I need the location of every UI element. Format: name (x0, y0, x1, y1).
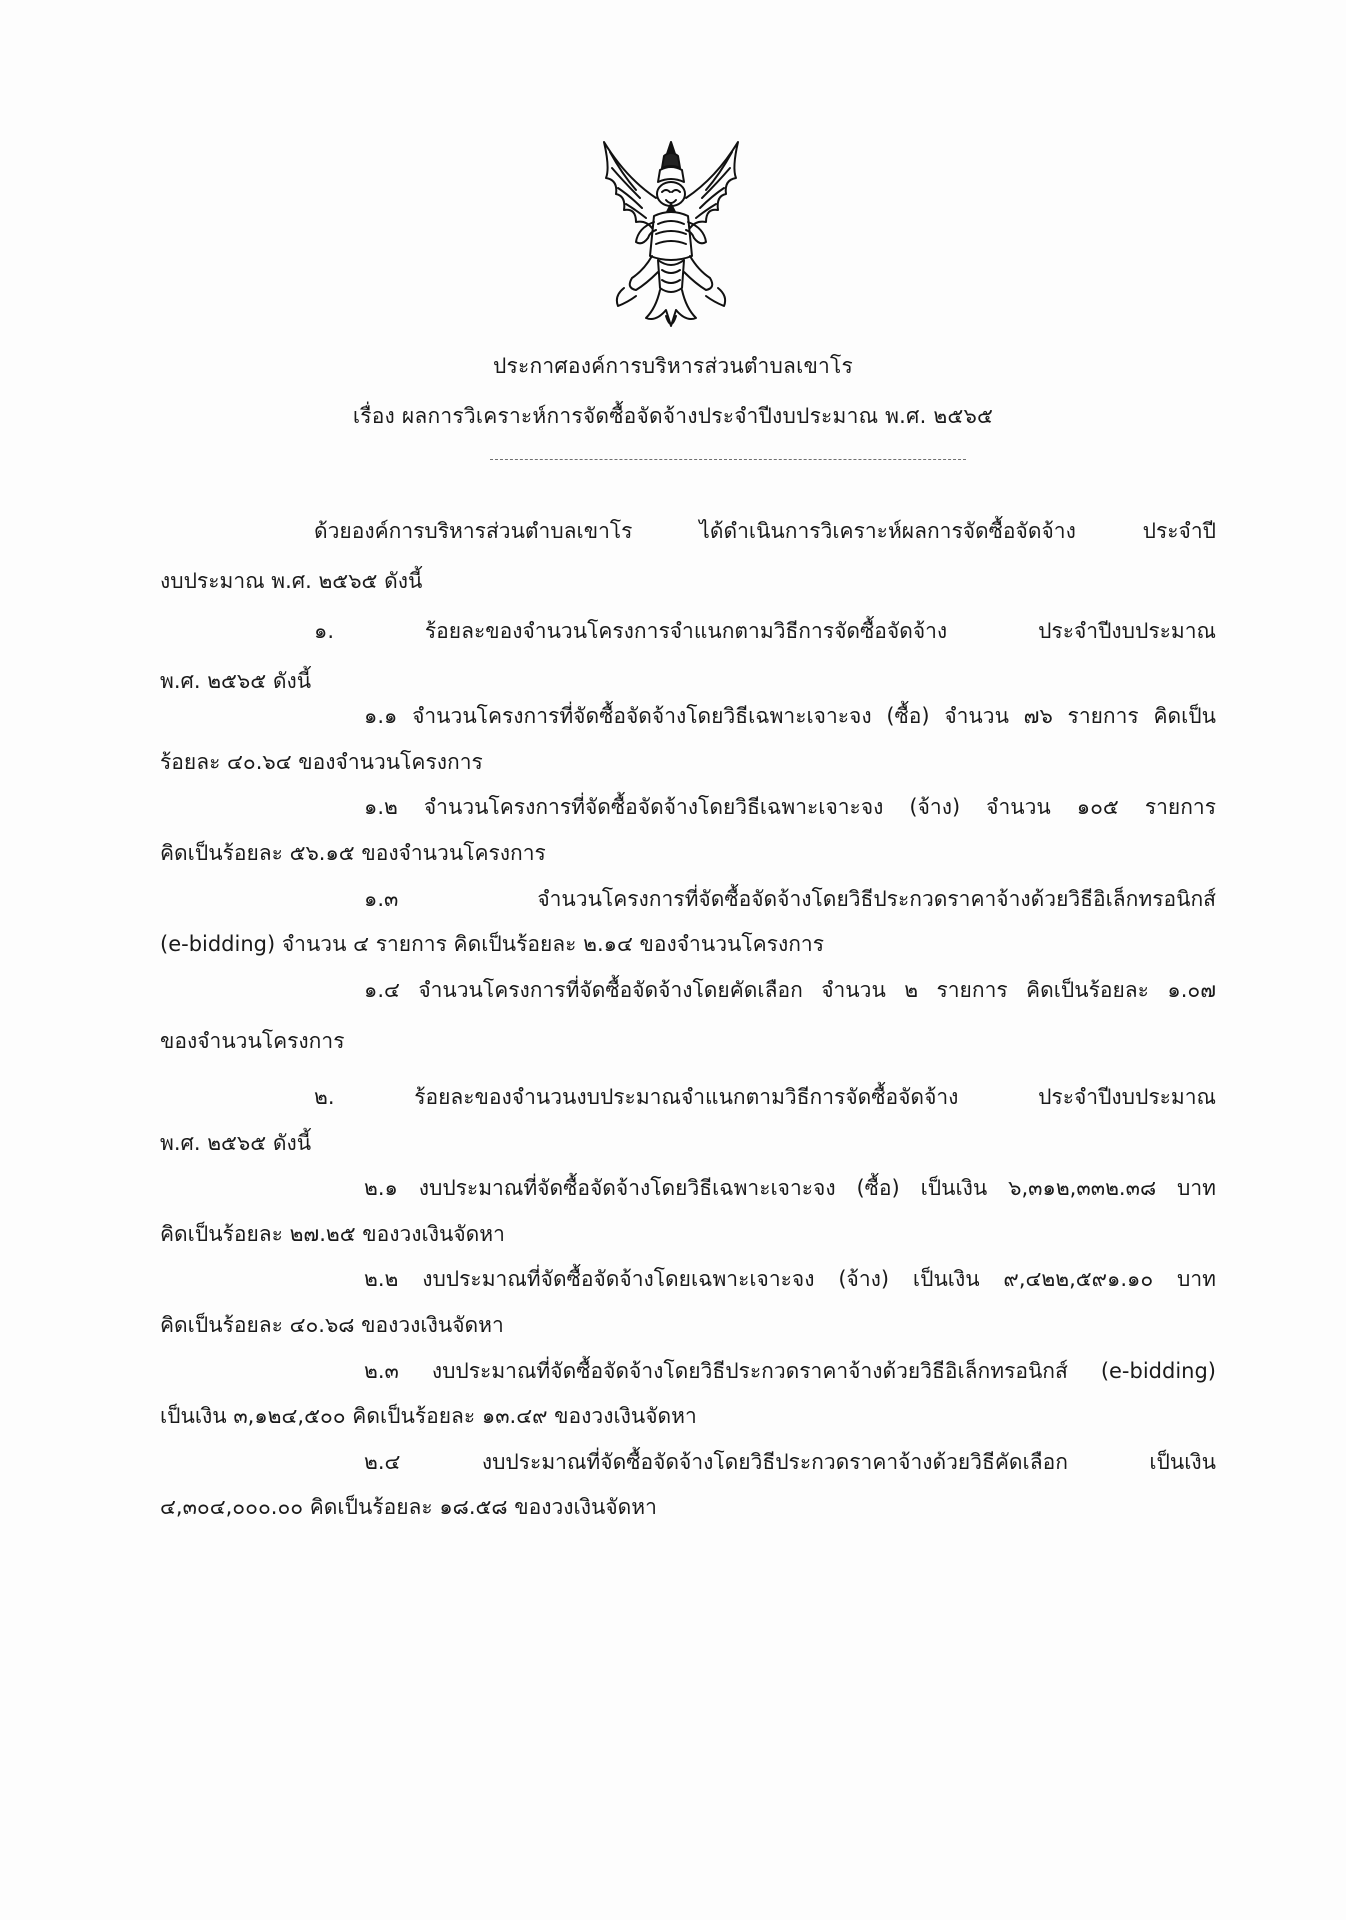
item-2-2-line-1: ๒.๒ งบประมาณที่จัดซื้อจัดจ้างโดยเฉพาะเจาะจง (จ้าง) เป็นเงิน ๙,๔๒๒,๕๙๑.๑๐ บาท (364, 1267, 1216, 1291)
item-1-2-line-1: ๑.๒ จำนวนโครงการที่จัดซื้อจัดจ้างโดยวิธีเฉพาะเจาะจง (จ้าง) จำนวน ๑๐๕ รายการ (364, 795, 1216, 819)
section-2-heading-line-1: ๒. ร้อยละของจำนวนงบประมาณจำแนกตามวิธีการจัดซื้อจัดจ้าง ประจำปีงบประมาณ (314, 1085, 1216, 1109)
section-1-heading-line-2: พ.ศ. ๒๕๖๕ ดังนี้ (160, 669, 312, 693)
intro-line-2: งบประมาณ พ.ศ. ๒๕๖๕ ดังนี้ (160, 569, 423, 593)
item-1-4-line-2: ของจำนวนโครงการ (160, 1029, 345, 1053)
item-1-1-line-2: ร้อยละ ๔๐.๖๔ ของจำนวนโครงการ (160, 750, 483, 774)
item-2-1-line-2: คิดเป็นร้อยละ ๒๗.๒๕ ของวงเงินจัดหา (160, 1222, 505, 1246)
item-2-4-line-2: ๔,๓๐๔,๐๐๐.๐๐ คิดเป็นร้อยละ ๑๘.๕๘ ของวงเงินจัดหา (160, 1495, 657, 1519)
section-2-heading-line-2: พ.ศ. ๒๕๖๕ ดังนี้ (160, 1131, 312, 1155)
item-1-3-line-1: ๑.๓ จำนวนโครงการที่จัดซื้อจัดจ้างโดยวิธีประกวดราคาจ้างด้วยวิธีอิเล็กทรอนิกส์ (364, 887, 1216, 911)
item-2-2-line-2: คิดเป็นร้อยละ ๔๐.๖๘ ของวงเงินจัดหา (160, 1313, 504, 1337)
announcement-title: ประกาศองค์การบริหารส่วนตำบลเขาโร (492, 354, 854, 378)
item-2-1-line-1: ๒.๑ งบประมาณที่จัดซื้อจัดจ้างโดยวิธีเฉพาะเจาะจง (ซื้อ) เป็นเงิน ๖,๓๑๒,๓๓๒.๓๘ บาท (364, 1176, 1216, 1200)
item-1-3-line-2: (e-bidding) จำนวน ๔ รายการ คิดเป็นร้อยละ ๒.๑๔ ของจำนวนโครงการ (160, 932, 824, 956)
item-1-4-line-1: ๑.๔ จำนวนโครงการที่จัดซื้อจัดจ้างโดยคัดเลือก จำนวน ๒ รายการ คิดเป็นร้อยละ ๑.๐๗ (364, 978, 1216, 1002)
garuda-emblem-icon (596, 138, 746, 334)
intro-line-1: ด้วยองค์การบริหารส่วนตำบลเขาโร ได้ดำเนินการวิเคราะห์ผลการจัดซื้อจัดจ้าง ประจำปี (314, 519, 1216, 543)
section-1-heading-line-1: ๑. ร้อยละของจำนวนโครงการจำแนกตามวิธีการจัดซื้อจัดจ้าง ประจำปีงบประมาณ (314, 619, 1216, 643)
item-1-1-line-1: ๑.๑ จำนวนโครงการที่จัดซื้อจัดจ้างโดยวิธีเฉพาะเจาะจง (ซื้อ) จำนวน ๗๖ รายการ คิดเป็น (364, 704, 1216, 728)
item-2-3-line-1: ๒.๓ งบประมาณที่จัดซื้อจัดจ้างโดยวิธีประกวดราคาจ้างด้วยวิธีอิเล็กทรอนิกส์ (e-bidding) (364, 1359, 1216, 1383)
item-2-4-line-1: ๒.๔ งบประมาณที่จัดซื้อจัดจ้างโดยวิธีประกวดราคาจ้างด้วยวิธีคัดเลือก เป็นเงิน (364, 1450, 1216, 1474)
item-2-3-line-2: เป็นเงิน ๓,๑๒๔,๕๐๐ คิดเป็นร้อยละ ๑๓.๔๙ ของวงเงินจัดหา (160, 1404, 697, 1428)
item-1-2-line-2: คิดเป็นร้อยละ ๕๖.๑๕ ของจำนวนโครงการ (160, 841, 546, 865)
announcement-subject: เรื่อง ผลการวิเคราะห์การจัดซื้อจัดจ้างประจำปีงบประมาณ พ.ศ. ๒๕๖๕ (352, 404, 994, 428)
dashed-divider (490, 459, 966, 460)
